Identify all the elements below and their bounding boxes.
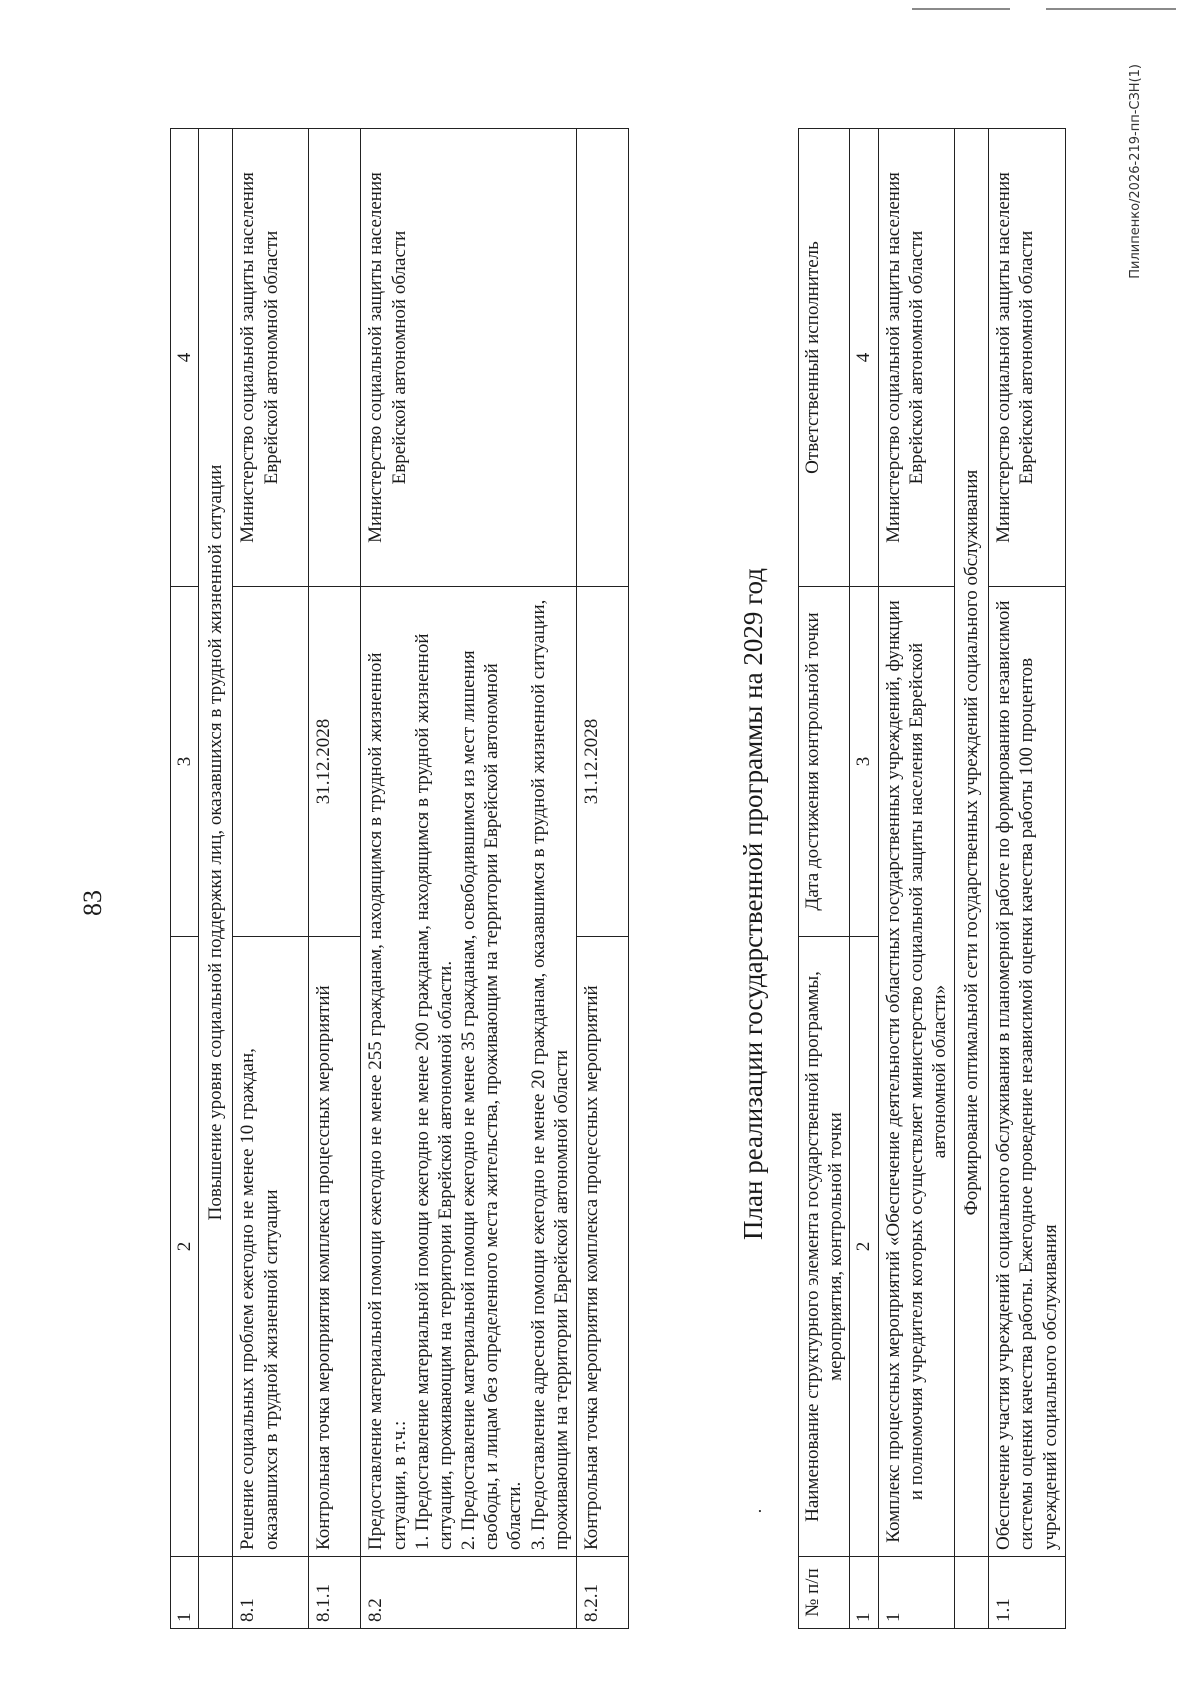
section-title: Повышение уровня социальной поддержки лиц, оказавшихся в трудной жизненной ситуации [199,129,233,1557]
column-number: 2 [850,937,878,1557]
row-name: Комплекс процессных мероприятий «Обеспечение деятельности областных государственных учреждений, функции и полномочия учредителя которых осуществляет министерство социальной защиты населения Еврейской автономной области» [878,587,955,1557]
row-name: Предоставление материальной помощи ежегодно не менее 255 гражданам, находящимся в трудной жизненной ситуации, в т.ч.: 1. Предоставление материальной помощи ежегодно не менее 200 гражданам, находящимся в трудной жизненной ситуации, проживающим на территории Еврейской автономной области. 2. Предоставление материальной помощи ежегодно не менее 35 гражданам, освободившимся из мест лишения свободы, и лицам без определенного места жительства, проживающим на территории Еврейской автономной области. 3. Предоставление адресной помощи ежегодно не менее 20 гражданам, оказавшимся в трудной жизненной ситуации, проживающим на территории Еврейской автономной области [361,587,577,1557]
header-cell: 4 [171,129,199,587]
column-title: № п/п [799,1557,850,1629]
plan-title: План реализации государственной программы на 2029 год [738,568,768,1240]
table-row [576,129,628,1629]
plan-table-2029 [798,128,1066,1629]
row-num: 8.2.1 [576,1557,628,1629]
section-title: Формирование оптимальной сети государственных учреждений социального обслуживания [955,129,989,1557]
section-num-cell [199,1557,233,1629]
table-row [233,129,309,1629]
stray-dot: · [750,1508,770,1514]
header-cell: 1 [171,1557,199,1629]
header-cell: 2 [171,937,199,1557]
row-date: 31.12.2028 [576,587,628,937]
column-number: 3 [850,587,878,937]
table-row [878,129,955,1629]
row-name: Обеспечение участия учреждений социального обслуживания в планомерной работе по формированию независимой системы оценки качества работы. Ежегодное проведение независимой оценки качества работы 100 процентов учреждений социального обслуживания [989,587,1066,1557]
row-num: 8.2 [361,1557,577,1629]
table-row [361,129,577,1629]
row-executor: Министерство социальной защиты населения Еврейской автономной области [878,129,955,587]
row-name: Контрольная точка мероприятия комплекса процессных мероприятий [309,937,361,1557]
column-number: 4 [850,129,878,587]
row-executor: Министерство социальной защиты населения Еврейской автономной области [989,129,1066,587]
header-cell: 3 [171,587,199,937]
table-header-row [171,129,199,1629]
row-date: 31.12.2028 [309,587,361,937]
section-row [955,129,989,1629]
row-num: 1 [878,1557,955,1629]
table-row [309,129,361,1629]
column-title: Ответственный исполнитель [799,129,850,587]
row-date [233,587,309,937]
row-name: Контрольная точка мероприятия комплекса процессных мероприятий [576,937,628,1557]
row-num: 1.1 [989,1557,1066,1629]
section-num-cell [955,1557,989,1629]
column-title-row [799,129,850,1629]
row-executor [309,129,361,587]
row-name: Решение социальных проблем ежегодно не менее 10 граждан, оказавшихся в трудной жизненной ситуации [233,937,309,1557]
page-number: 83 [78,890,107,916]
column-number: 1 [850,1557,878,1629]
row-executor: Министерство социальной защиты населения Еврейской автономной области [233,129,309,587]
row-num: 8.1.1 [309,1557,361,1629]
row-num: 8.1 [233,1557,309,1629]
row-executor: Министерство социальной защиты населения Еврейской автономной области [361,129,577,587]
table-row [989,129,1066,1629]
row-executor [576,129,628,587]
section-row [199,129,233,1629]
plan-table-2028 [170,128,629,1629]
document-code: Пилипенко/2026-219-пп-СЗН(1) [1128,64,1143,279]
column-title: Дата достижения контрольной точки [799,587,850,937]
column-number-row [850,129,878,1629]
column-title: Наименование структурного элемента государственной программы, мероприятия, контрольной точки [799,937,850,1557]
